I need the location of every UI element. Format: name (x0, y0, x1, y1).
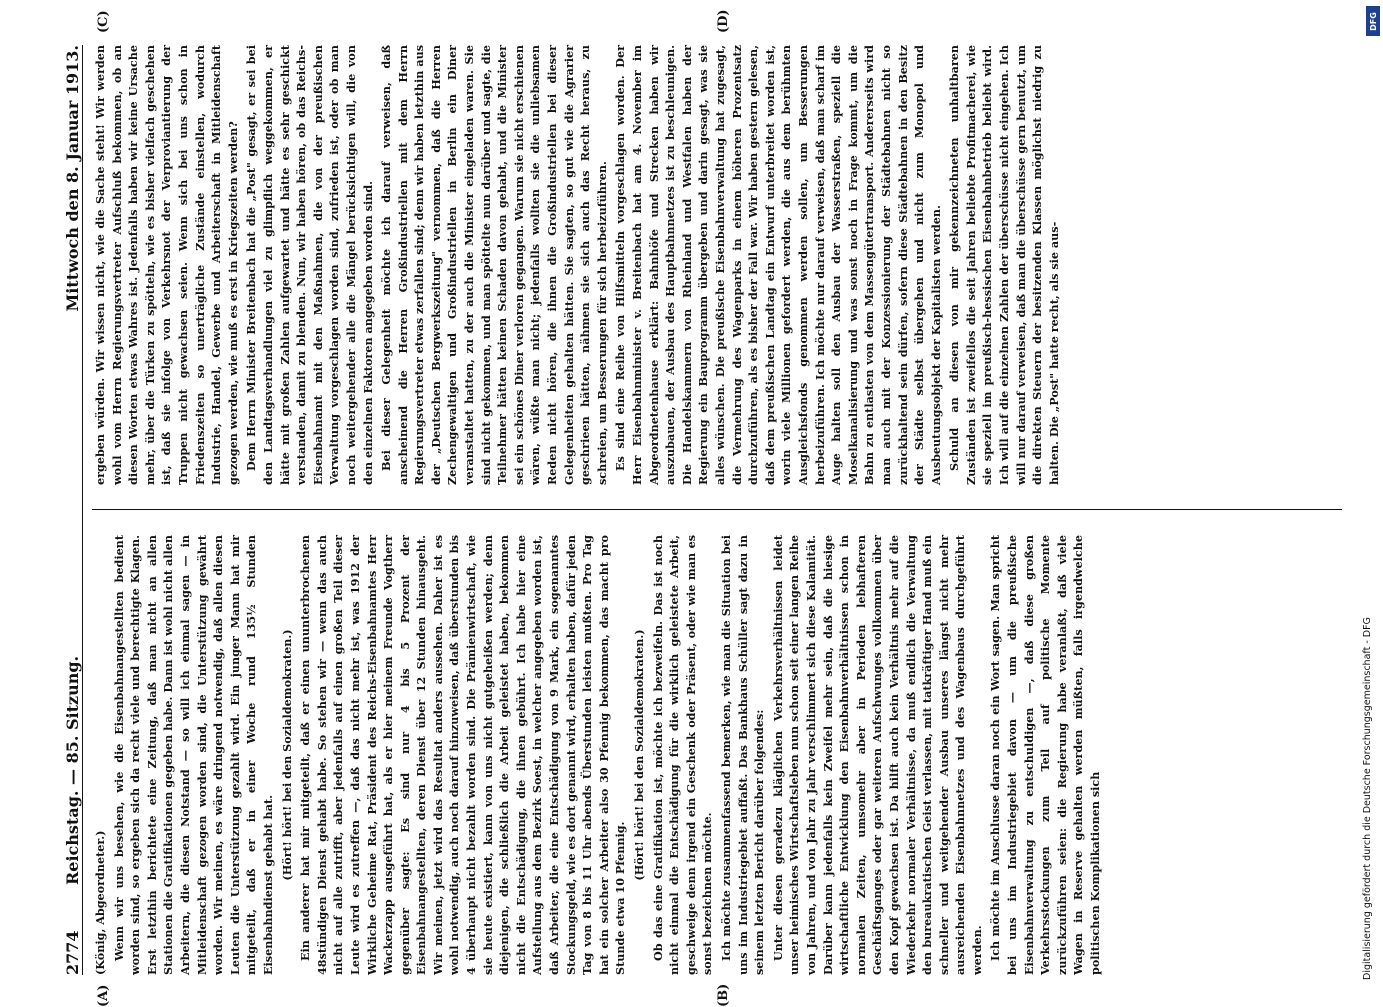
page-header (56, 45, 83, 975)
page-number: 2774 (63, 930, 82, 975)
paragraph: Dem Herrn Minister Breitenbach hat die „Post" gesagt, er sei bei den Landtagsverhandlungen viel zu glimpflich weggekommen, er hätte mit großen Zahlen aufgewartet und hätte es sehr geschickt verstanden, damit zu blenden. Nun, wir haben hören, ob das Reichs-Eisenbahnamt mit den Maßnahmen, die von der preußischen Verwaltung vorgeschlagen worden sind, zufrieden ist, oder ob man noch weitergehender alle die Mängel berücksichtigen will, die von den einzelnen Faktoren angegeben worden sind. (244, 45, 375, 485)
right-column (92, 45, 1064, 485)
session-date: Mittwoch den 8. Januar 1913. (63, 45, 82, 312)
paragraph: Es sind eine Reihe von Hilfsmitteln vorgeschlagen worden. Der Herr Eisenbahnminister v. Breitenbach hat am 4. November im Abgeordnetenhause erklärt: Bahnhöfe und Strecken haben wir auszubauen, der Ausbau des Hauptbahnnetzes ist zu beschleunigen. Die Handelskammern von Rheinland und Westfalen haben der Regierung ein Bauprogramm übergeben und darin gesagt, was sie alles wünschen. Die preußische Eisenbahnverwaltung hat zugesagt, die Vermehrung des Wagenparks in einem höheren Prozentsatz durchzuführen, als es bisher der Fall war. Wir haben gestern gelesen, daß dem preußischen Landtag ein Entwurf unterbreitet worden ist, worin viele Millionen gefordert werden, die aus dem berühmten Ausgleichsfonds genommen werden sollen, um Besserungen herbeizuführen. Ich möchte nur darauf verweisen, daß man scharf im Auge halten soll den Ausbau der Wasserstraßen, speziell die Moselkanalisierung und was sonst noch in Frage kommt, um die Bahn zu entlasten von dem Massengütertransport. Andererseits wird man auch mit der Konzessionierung der Städtebahnen nicht so zurückhaltend sein dürfen, sofern diese Städtebahnen in den Besitz der Städte selbst übergehen und nicht zum Monopol und Ausbeutungsobjekt der Kapitalisten werden. (613, 45, 943, 485)
paragraph: Bei dieser Gelegenheit möchte ich darauf verweisen, daß anscheinend die Herren Großindustriellen mit dem Herrn Regierungsvertreter etwas zerfallen sind; denn wir haben letzthin aus der „Deutschen Bergwerkszeitung" vernommen, daß die Herren Zechengewaltigen und Großindustriellen in Berlin ein Diner veranstaltet hatten, zu der auch die Minister eingeladen waren. Sie sind nicht gekommen, und man spöttelte nun darüber und sagte, die Teilnehmer hätten keinen Schaden davon gehabt, und die Minister sei ein schönes Diner verloren gegangen. Warum sie nicht erschienen wären, wüßte man nicht; jedenfalls wollten sie die unliebsamen Reden nicht hören, die ihnen die Großindustriellen bei dieser Gelegenheiten gehalten hätten. Sie sagten, so gut wie die Agrarier geschrieen hätten, nähmen sie sich auch das Recht heraus, zu schreien, um Besserungen für sich herbeizuführen. (379, 45, 609, 485)
left-column (92, 535, 1106, 975)
margin-marker-a: (A) (96, 984, 111, 1007)
session-title: Reichstag. — 85. Sitzung. (63, 655, 82, 885)
margin-marker-d: (D) (716, 9, 731, 33)
speaker-note: (König, Abgeordneter.) (93, 830, 107, 975)
interjection: (Hört! hört! bei den Sozialdemokraten.) (279, 629, 294, 881)
paragraph: Ob das eine Gratifikation ist, möchte ich bezweifeln. Das ist noch nicht einmal die Entschädigung für die wirklich geleistete Arbeit, geschweige denn irgend ein Geschenk oder Präsent, oder wie man es sonst bezeichnen möchte. (650, 535, 715, 975)
interjection: (Hört! hört! bei den Sozialdemokraten.) (632, 629, 646, 881)
margin-marker-b: (B) (716, 983, 731, 1007)
paragraph: Ein anderer hat mir mitgeteilt, daß er einen ununterbrochenen 48stündigen Dienst gehabt habe. So stehen wir — wenn das auch nicht auf alle zutrifft, aber jedenfalls auf einen großen Teil dieser Leute wird es zutreffen —, daß das nicht mehr ist, was 1912 der Wirkliche Geheime Rat, Präsident des Reichs-Eisenbahnamtes Herr Wackerzapp ausgeführt hat, als er hier meinem Freunde Vogtherr gegenüber sagte: Es sind nur 4 bis 5 Prozent der Eisenbahnangestellten, deren Dienst über 12 Stunden hinausgeht. Wir meinen, jetzt wird das Resultat anders aussehen. Daher ist es wohl notwendig, auch noch darauf hinzuweisen, daß überstunden bis 4 überhaupt nicht bezahlt worden sind. Die Prämienwirtschaft, wie sie heute existiert, kann von uns nicht gutgeheißen werden; denn diejenigen, die schließlich die Arbeit geleistet haben, bekommen nicht die Entschädigung, die ihnen gebührt. Ich habe hier eine Aufstellung aus dem Bezirk Soest, in welcher angegeben worden ist, daß Arbeiter, die eine Entschädigung von 9 Mark, ein sogenanntes Stockungsgeld, wie es dort genannt wird, erhalten haben, dafür jeden Tag von 8 bis 11 Uhr abends Überstunden leisten mußten. Pro Tag hat ein solcher Arbeiter also 30 Pfennig bekommen, das macht pro Stunde etwa 10 Pfennig. (298, 535, 628, 975)
dfg-logo: DFG (1366, 6, 1380, 36)
paragraph: Ich möchte zusammenfassend bemerken, wie man die Situation bei uns im Industriegebiet auffaßt. Das Bankhaus Schüller sagt dazu in seinem letzten Bericht darüber folgendes: (718, 535, 767, 975)
paragraph: Schuld an diesen von mir gekennzeichneten unhaltbaren Zuständen ist zweifellos die seit Jahren beliebte Profitmacherei, wie sie speziell im preußisch-hessischen Eisenbahnbetrieb beliebt wird. Ich will auf die einzelnen Zahlen der überschüsse nicht eingehen. Ich will nur darauf verweisen, daß man die überschüsse gern benutzt, um die direkten Steuern der besitzenden Klassen möglichst niedrig zu halten. Die „Post" hatte recht, als sie aus- (947, 45, 1061, 485)
digitization-credit: Digitalisierung gefördert durch die Deutsche Forschungsgemeinschaft - DFG (1362, 617, 1373, 980)
margin-marker-c: (C) (96, 10, 111, 33)
paragraph: Wenn wir uns besehen, wie die Eisenbahnangestellten bedient worden sind, so ergeben sich da recht viele und berechtigte Klagen. Erst letzthin berichtete eine Zeitung, daß man nicht an allen Stationen die Gratifikationen gegeben habe. Dann ist wohl nicht allen Arbeitern, die diesen Notstand — so will ich einmal sagen — in Mitleidenschaft gezogen worden sind, die Unterstützung gewährt worden. Wir meinen, es wäre dringend notwendig, daß allen diesen Leuten die Unterstützung gezahlt wird. Ein junger Mann hat mir mitgeteilt, daß er in einer Woche rund 135½ Stunden Eisenbahndienst gehabt hat. (111, 535, 275, 975)
rotated-page (56, 9, 1356, 1007)
paragraph: ergeben würden. Wir wissen nicht, wie die Sache steht! Wir werden wohl vom Herrn Regierungsvertreter Aufschluß bekommen, ob an diesen Worten etwas Wahres ist. Jedenfalls haben wir keine Ursache mehr, über die Türken zu spötteln, wie es bisher vielfach geschehen ist, daß sie infolge von Verkehrsnot der Verproviantierung der Truppen nicht gewachsen seien. Wenn sich bei uns schon in Friedenszeiten so unerträgliche Zustände einstellen, wodurch Industrie, Handel, Gewerbe und Arbeiterschaft in Mitleidenschaft gezogen werden, wie muß es erst in Kriegszeiten werden? (93, 45, 240, 485)
quotation: Unter diesen geradezu kläglichen Verkehrsverhältnissen leidet unser heimisches Wirtschaftsleben nun schon seit einer langen Reihe von Jahren, und von Jahr zu Jahr verschlimmert sich diese Kalamität. Darüber kann jedenfalls kein Zweifel mehr sein, daß die hiesige wirtschaftliche Entwicklung den Eisenbahnverhältnissen schon in normalen Zeiten, umsomehr aber in Perioden lebhafteren Geschäftsganges oder gar weiteren Aufschwunges vollkommen über den Kopf gewachsen ist. Da hilft auch kein Verhältnis mehr auf die Wiederkehr normaler Verhältnisse, da muß endlich die Verwaltung den bureaukratischen Geist verlassen, mit tatkräftiger Hand muß ein schneller und weitgehender Ausbau unseres längst nicht mehr ausreichenden Eisenbahnnetzes und des Wagenbaus durchgeführt werden. (770, 535, 984, 975)
paragraph: Ich möchte im Anschlusse daran noch ein Wort sagen. Man spricht bei uns im Industriegebiet davon — um die preußische Eisenbahnverwaltung zu entschuldigen —, daß diese großen Verkehrsstockungen zum Teil auf politische Momente zurückzuführen seien: die Regierung habe veranlaßt, daß viele Wagen in Reserve gehalten werden müßten, falls irgendwelche politischen Komplikationen sich (988, 535, 1103, 975)
column-divider (92, 509, 1342, 510)
